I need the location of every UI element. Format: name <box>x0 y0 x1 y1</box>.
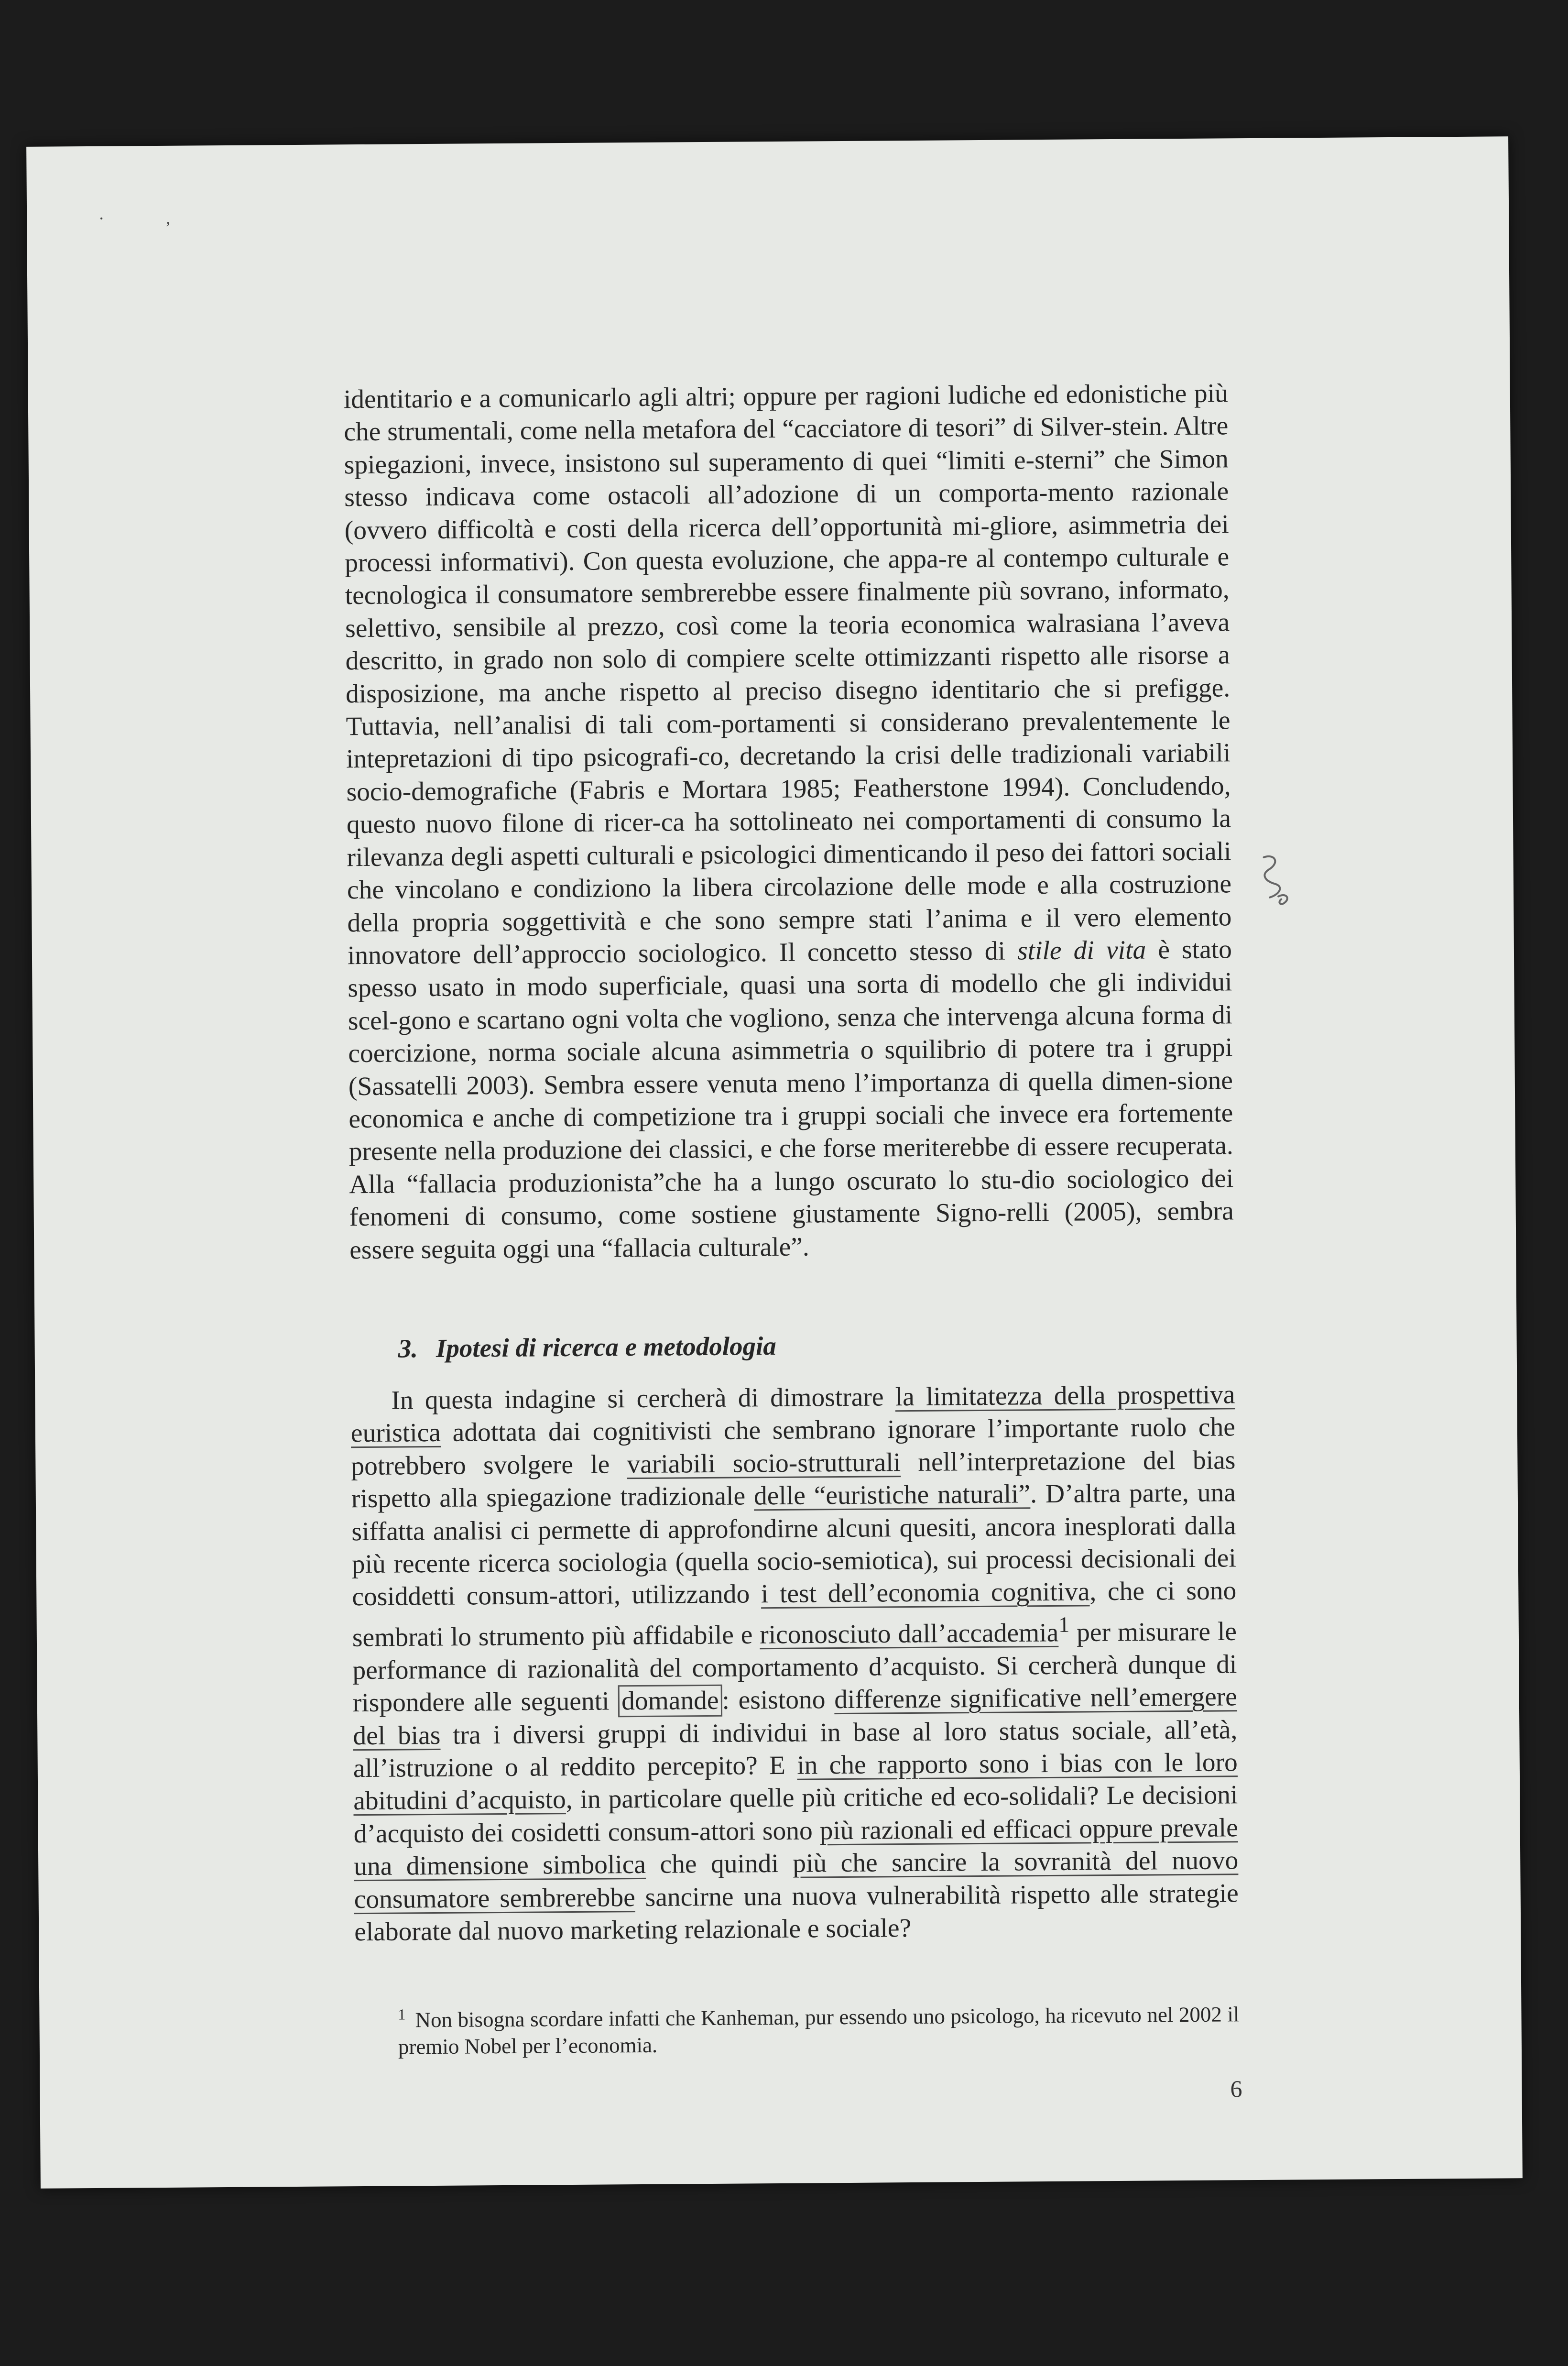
handwritten-underline: riconosciuto dall’accademia <box>759 1618 1059 1650</box>
footnote-marker: 1 <box>398 2005 406 2023</box>
handwritten-underline: delle “euristiche naturali” <box>753 1479 1031 1511</box>
handwritten-underline: variabili socio-strutturali <box>627 1447 901 1479</box>
italic-term: stile di vita <box>1017 935 1146 966</box>
section-number: 3. <box>398 1334 418 1363</box>
page-number: 6 <box>1230 2075 1242 2103</box>
text-column <box>344 377 1240 2060</box>
handwritten-underline: differenze significative nell’emergere del bias <box>353 1682 1238 1751</box>
handwritten-underline: in che rapporto sono i bias con le loro abitudini d’acquisto <box>353 1748 1238 1816</box>
paper-sheet <box>26 136 1523 2189</box>
handwritten-underline: la limitatezza della prospettiva euristica <box>350 1380 1235 1448</box>
handwritten-underline: più razionali ed efficaci oppure prevale una dimensione simbolica <box>354 1813 1238 1882</box>
footnote-text: Non bisogna scordare infatti che Kanheman, pur essendo uno psicologo, ha ricevuto nel 2002 il premio Nobel per l’economia. <box>398 2002 1240 2059</box>
handwritten-box: domande <box>618 1685 722 1718</box>
footnote <box>355 1995 1240 2061</box>
section-heading <box>398 1327 1234 1363</box>
paper-specks: · , <box>98 208 199 228</box>
section-title: Ipotesi di ricerca e metodologia <box>436 1331 776 1363</box>
paragraph-1: identitario e a comunicarlo agli altri; oppure per ragioni ludiche ed edonistiche più che strumentali, come nella metafora del “cacciatore di tesori” di Silver-stein. Altre spiegazioni, invece, insistono sul superamento di quei “limiti e-sterni” che Simon stesso indicava come ostacoli all’adozione di un comporta-mento razionale (ovvero difficoltà e costi della ricerca dell’opportunità mi-gliore, asimmetria dei processi informativi). Con questa evoluzione, che appa-re al contempo culturale e tecnologica il consumatore sembrerebbe essere finalmente più sovrano, informato, selettivo, sensibile al prezzo, così come la teoria economica walrasiana l’aveva descritto, in grado non solo di compiere scelte ottimizzanti rispetto alle risorse a disposizione, ma anche rispetto al preciso disegno identitario che si prefigge. Tuttavia, nell’analisi di tali com-portamenti si considerano prevalentemente le intepretazioni di tipo psicografi-co, decretando la crisi delle tradizionali variabili socio-demografiche (Fabris e Mortara 1985; Featherstone 1994). Concludendo, questo nuovo filone di ricer-ca ha sottolineato nei comportamenti di consumo la rilevanza degli aspetti culturali e psicologici dimenticando il peso dei fattori sociali che vincolano e condiziono la libera circolazione delle mode e alla costruzione della propria soggettività e che sono sempre stati l’anima e il vero elemento innovatore dell’approccio sociologico. Il concetto stesso di stile di vita è stato spesso usato in modo superficiale, quasi una sorta di modello che gli individui scel-gono e scartano ogni volta che vogliono, senza che intervenga alcuna forma di coercizione, norma sociale alcuna asimmetria o squilibrio di potere tra i gruppi (Sassatelli 2003). Sembra essere venuta meno l’importanza di quella dimen-sione economica e anche di competizione tra i gruppi sociali che invece era fortemente presente nella produzione dei classici, e che forse meriterebbe di essere recuperata. Alla “fallacia produzionista”che ha a lungo oscurato lo stu-dio sociologico dei fenomeni di consumo, come sostiene giustamente Signo-relli (2005), sembra essere seguita oggi una “fallacia culturale”. <box>343 379 1234 1265</box>
paragraph-2: In questa indagine si cercherà di dimostrare la limitatezza della prospettiva euristica adottata dai cognitivisti che sembrano ignorare l’importante ruolo che potrebbero svolgere le variabili socio-strutturali nell’interpretazione del bias rispetto alla spiegazione tradizionale delle “euristiche naturali”. D’altra parte, una siffatta analisi ci permette di approfondirne alcuni quesiti, ancora inesplorati dalla più recente ricerca sociologia (quella socio-semiotica), sui processi decisionali dei cosiddetti consum-attori, utilizzando i test dell’economia cognitiva, che ci sono sembrati lo strumento più affidabile e riconosciuto dall’accademia$^1$ per misurare le performance di razionalità del comportamento d’acquisto. Si cercherà dunque di rispondere alle seguenti domande : esistono differenze significative nell’emergere del bias tra i diversi gruppi di individui in base al loro status sociale, all’età, all’istruzione o al reddito percepito? E in che rapporto sono i bias con le loro abitudini d’acquisto, in particolare quelle più critiche ed eco-solidali? Le decisioni d’acquisto dei cosidetti consum-attori sono più razionali ed efficaci oppure prevale una dimensione simbolica che quindi più che sancire la sovranità del nuovo consumatore sembrerebbe sancirne una nuova vulnerabilità rispetto alle strategie elaborate dal nuovo marketing relazionale e sociale? <box>350 1380 1239 1947</box>
handwritten-underline: i test dell’economia cognitiva <box>761 1577 1090 1609</box>
handwritten-underline: più che sancire la sovranità del nuovo consumatore sembrerebbe <box>354 1846 1239 1914</box>
footnote-ref: 1 <box>1058 1612 1070 1637</box>
handwritten-margin-mark-icon <box>1250 850 1303 908</box>
